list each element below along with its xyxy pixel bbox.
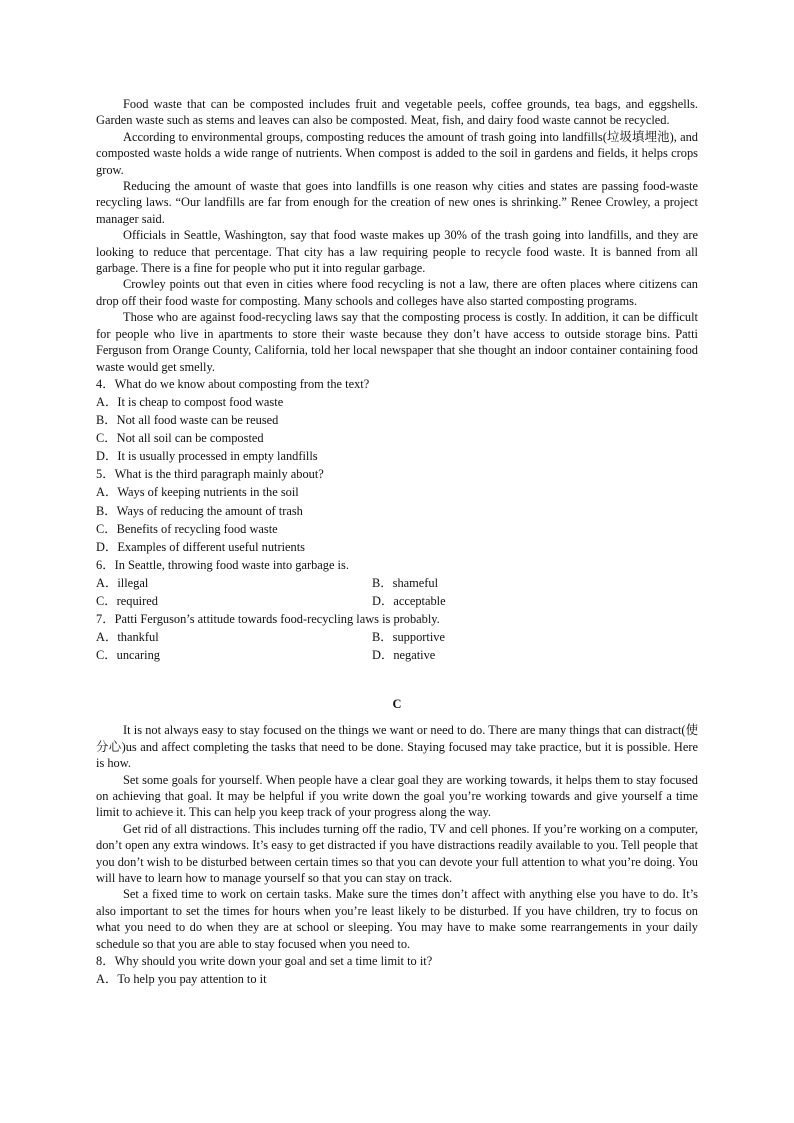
passage-c (96, 722, 698, 952)
option-c: C．required (96, 594, 158, 609)
option-row (96, 628, 698, 646)
question-stem: 8．Why should you write down your goal and set a time limit to it? (96, 954, 433, 969)
question-stem: 5．What is the third paragraph mainly about? (96, 467, 324, 482)
option-b: B．Ways of reducing the amount of trash (96, 503, 303, 518)
option-a: A．Ways of keeping nutrients in the soil (96, 485, 299, 500)
paragraph: Get rid of all distractions. This includes turning off the radio, TV and cell phones. If you’re working on a computer, don’t open any extra windows. It’s easy to get distracted if you have distractions readily available to you. Tell people that you don’t wish to be disturbed between certain times so that you can devote your full attention to what you’re doing. You will have to learn how to manage yourself so that you can stay on track. (96, 821, 698, 886)
paragraph: Set some goals for yourself. When people have a clear goal they are working towards, it helps them to stay focused on achieving that goal. It may be helpful if you write down the goal you’re working towards and give yourself a time limit to achieve it. This can help you keep track of your progress along the way. (96, 772, 698, 820)
paragraph: Food waste that can be composted includes fruit and vegetable peels, coffee grounds, tea bags, and eggshells. Garden waste such as stems and leaves can also be composted. Meat, fish, and dairy food waste cannot be recycled. (96, 97, 698, 128)
option-a: A．thankful (96, 630, 159, 645)
paragraph: According to environmental groups, composting reduces the amount of trash going into landfills(垃圾填埋池), and composted waste holds a wide range of nutrients. When compost is added to the soil in gardens and fields, it helps crops grow. (96, 129, 698, 177)
option-b: B．Not all food waste can be reused (96, 413, 279, 428)
option-c: C．Not all soil can be composted (96, 431, 264, 446)
option-row (96, 574, 698, 592)
option-d: D．negative (372, 648, 436, 663)
option-b: B．supportive (372, 630, 445, 645)
option-d: D．Examples of different useful nutrients (96, 539, 305, 554)
paragraph: It is not always easy to stay focused on the things we want or need to do. There are many things that can distract(使分心)us and affect completing the tasks that need to be done. Staying focused may take practice, but it is possible. Here is how. (96, 723, 698, 771)
question-4 (96, 375, 698, 465)
option-row (96, 646, 698, 664)
option-b: B．shameful (372, 575, 439, 590)
question-7 (96, 610, 698, 664)
paragraph: Crowley points out that even in cities where food recycling is not a law, there are often places where citizens can drop off their food waste for composting. Many schools and colleges have also started composting programs. (96, 277, 698, 308)
option-a: A．To help you pay attention to it (96, 972, 267, 987)
option-c: C．uncaring (96, 648, 161, 663)
question-stem: 6．In Seattle, throwing food waste into garbage is. (96, 557, 349, 572)
option-row (96, 592, 698, 610)
question-stem: 7．Patti Ferguson’s attitude towards food-recycling laws is probably. (96, 612, 440, 627)
option-a: A．illegal (96, 575, 149, 590)
paragraph: Officials in Seattle, Washington, say that food waste makes up 30% of the trash going into landfills, and they are looking to reduce that percentage. That city has a law requiring people to recycle food waste. It is banned from all garbage. There is a fine for people who put it into regular garbage. (96, 228, 698, 276)
question-6 (96, 556, 698, 610)
paragraph: Those who are against food-recycling laws say that the composting process is costly. In addition, it can be difficult for people who live in apartments to store their waste because they don’t have access to outside storage bins. Patti Ferguson from Orange County, California, told her local newspaper that she thought an indoor container containing food waste would get smelly. (96, 310, 698, 374)
passage-b (96, 96, 698, 375)
option-d: D．acceptable (372, 594, 446, 609)
question-8 (96, 952, 698, 988)
option-c: C．Benefits of recycling food waste (96, 521, 278, 536)
question-stem: 4．What do we know about composting from the text? (96, 376, 370, 391)
section-title: C (392, 697, 402, 712)
option-d: D．It is usually processed in empty landfills (96, 449, 318, 464)
paragraph: Reducing the amount of waste that goes into landfills is one reason why cities and states are passing food-waste recycling laws. “Our landfills are far from enough for the creation of new ones is shrinking.” Renee Crowley, a project manager said. (96, 179, 698, 226)
option-a: A．It is cheap to compost food waste (96, 395, 284, 409)
exam-page (96, 96, 698, 988)
paragraph: Set a fixed time to work on certain tasks. Make sure the times don’t affect with anything else you have to do. It’s also important to set the times for hours when you’re least likely to be disturbed. If you have children, try to focus on what you need to do when they are at school or sleeping. You may have to make some rearrangements in your daily schedule so that you are able to stay focused when you need to. (96, 887, 698, 951)
question-5 (96, 465, 698, 555)
